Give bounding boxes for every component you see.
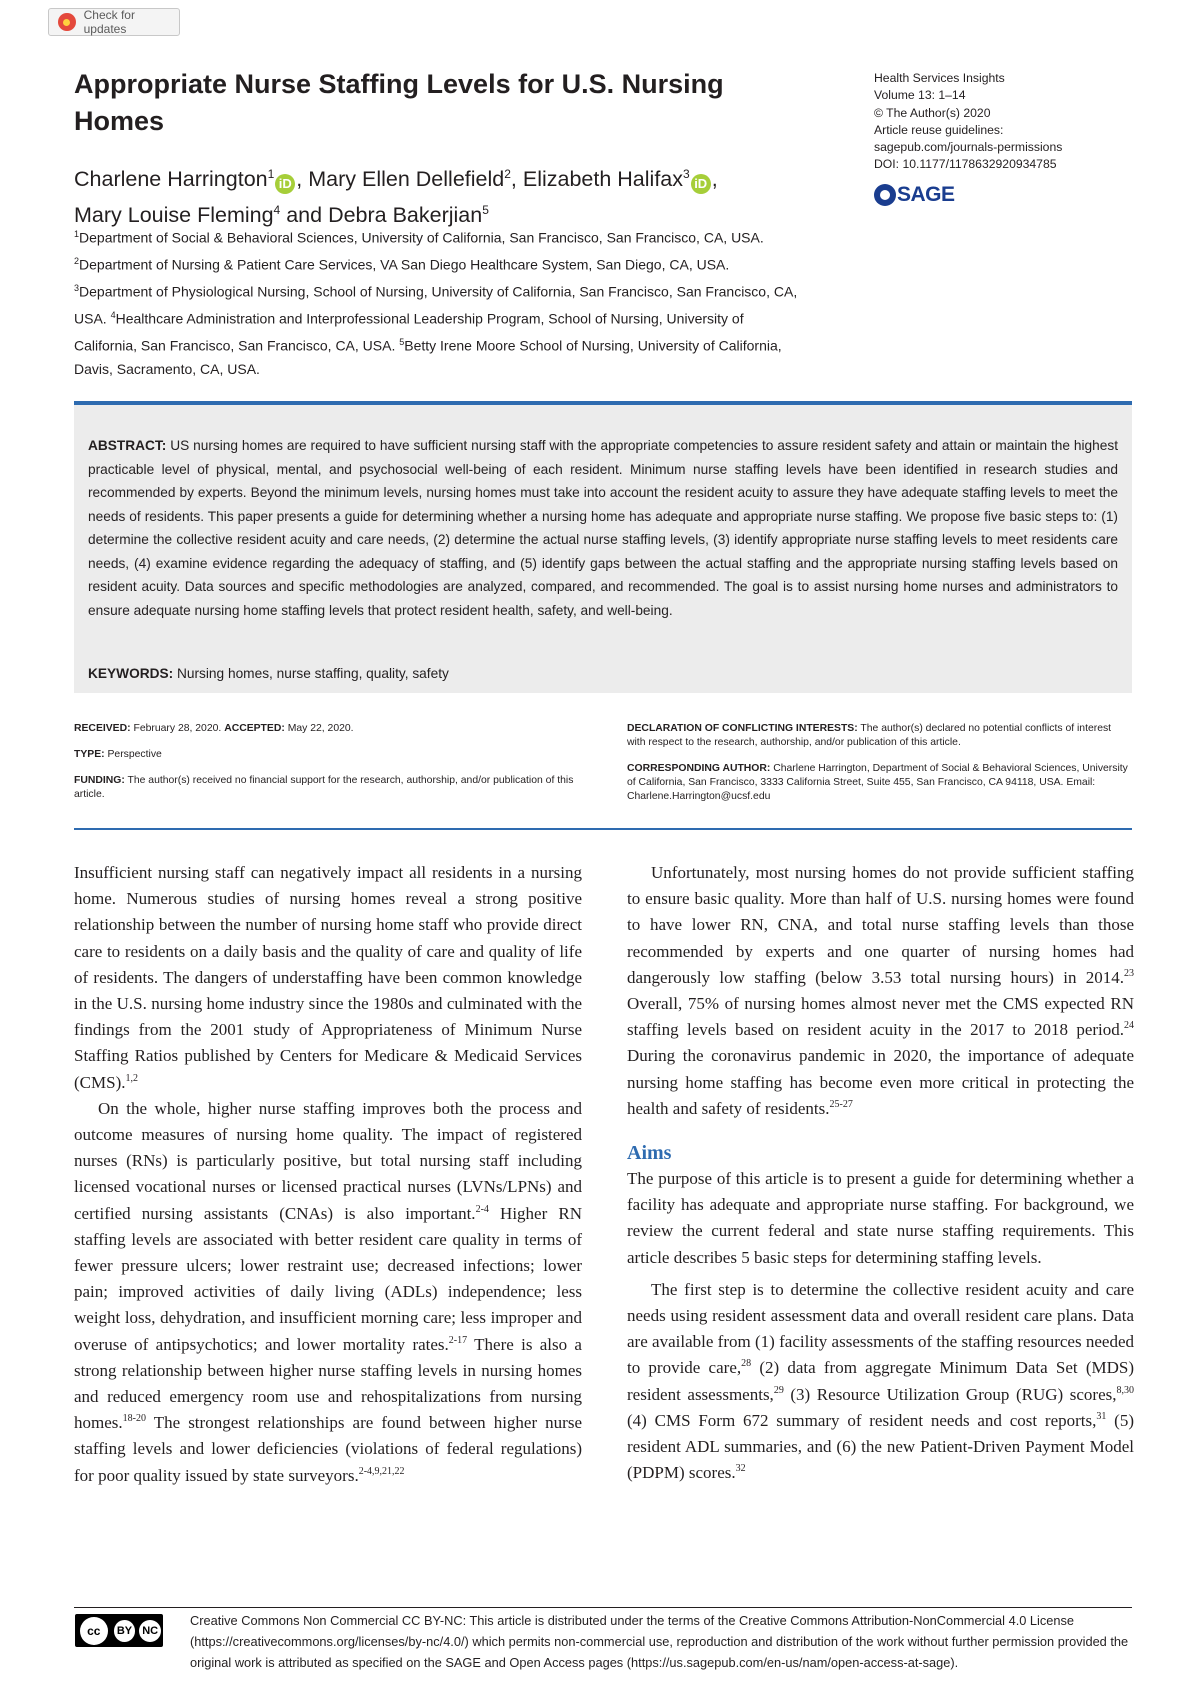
keywords-label: KEYWORDS:: [88, 666, 174, 681]
conflict-label: DECLARATION OF CONFLICTING INTERESTS:: [627, 723, 858, 734]
crossmark-icon: [58, 13, 76, 31]
body-text: (2) data from aggregate Minimum Data Set (MDS) resident assessments,: [627, 1358, 1135, 1404]
body-text: There is also a strong relationship between higher nurse staffing levels in nursing homes and reduced emergency room use and rehospitalizations from nursing homes.: [74, 1334, 582, 1433]
body-text: On the whole, higher nurse staffing improves both the process and outcome measures of nursing home quality. The impact of registered nurses (RNs) is particularly positive, but total nursing staff including licensed vocational nurses or licensed practical nurses (LVNs/LPNs) and certified nursing assistants (CNAs) is also important.: [74, 1098, 582, 1223]
funding-text: The author(s) received no financial support for the research, authorship, and/or publication of this article.: [74, 775, 574, 800]
author-separator: ,: [510, 167, 523, 191]
author-affiliation-number: 1: [267, 167, 275, 181]
citation: 18-20: [122, 1413, 146, 1425]
body-text: (4) CMS Form 672 summary of resident needs and cost reports,: [627, 1410, 1097, 1430]
author-name: Mary Louise Fleming: [74, 203, 274, 227]
body-text: The strongest relationships are found between higher nurse staffing levels and lower deficiencies (violations of federal regulations) for poor quality issued by state surveyors.: [74, 1413, 582, 1485]
keywords-text: Nursing homes, nurse staffing, quality, safety: [176, 666, 449, 681]
body-text: The purpose of this article is to present a guide for determining whether a facility has adequate and appropriate nurse staffing. For background, we review the current federal and state nurse staffing requirements. This article describes 5 basic steps for determining staffing levels.: [627, 1169, 1134, 1267]
citation: 8,30: [1116, 1384, 1134, 1396]
abstract: [88, 434, 1118, 622]
author-affiliation-number: 4: [273, 203, 281, 217]
body-text: (3) Resource Utilization Group (RUG) scores,: [783, 1384, 1117, 1404]
corresponding-text: Charlene Harrington, Department of Social & Behavioral Sciences, University of California, San Francisco, 3333 California Street, Suite 455, San Francisco, CA 94118, USA. Email: Charlene.Harrington@ucsf.edu: [627, 763, 1128, 802]
paragraph: [627, 1166, 1134, 1271]
author-affiliation-number: 2: [504, 167, 511, 181]
paragraph: [627, 860, 1134, 1122]
orcid-icon[interactable]: iD: [275, 174, 295, 194]
article-title: Appropriate Nurse Staffing Levels for U.S. Nursing Homes: [74, 69, 724, 136]
reuse-label: Article reuse guidelines:: [874, 122, 1004, 137]
type-value: Perspective: [107, 749, 162, 760]
author-name: Elizabeth Halifax: [522, 167, 683, 191]
citation: 28: [741, 1358, 752, 1370]
citation: 2-17: [448, 1334, 468, 1346]
body-left-column: [74, 860, 582, 1489]
body-text: Higher RN staffing levels are associated with better resident care quality in terms of fewer pressure ulcers; lower restraint use; decreased infections; lower pain; improved activities of daily living (ADLs) independence; less weight loss, dehydration, and insufficient morning care; less improper and overuse of antipsychotics; and lower mortality rates.: [74, 1203, 582, 1354]
author-affiliation-number: 3: [683, 167, 690, 181]
paragraph: [627, 1277, 1134, 1487]
author-affiliation-number: 5: [482, 203, 489, 217]
affiliation-number: 4: [110, 310, 116, 321]
section-divider: [74, 828, 1132, 830]
noncommercial-icon: NC: [139, 1620, 161, 1642]
body-text: Overall, 75% of nursing homes almost never met the CMS expected RN staffing levels based on resident acuity in the 2017 to 2018 period.: [627, 994, 1134, 1040]
attribution-icon: BY: [114, 1620, 136, 1642]
journal-info: [874, 70, 1174, 174]
body-right-column: [627, 860, 1134, 1486]
check-for-updates-label: Check for updates: [83, 8, 135, 36]
license-text: [74, 1610, 1139, 1673]
citation: 31: [1096, 1410, 1107, 1422]
abstract-text: US nursing homes are required to have sufficient nursing staff with the appropriate competencies to assure resident safety and attain or maintain the highest practicable level of physical, mental, and psychosocial well-being of each resident. Minimum nurse staffing levels have been identified in research studies and recommended by experts. Beyond the minimum levels, nursing homes must take into account the resident acuity to assure they have adequate staffing levels to meet the needs of residents. This paper presents a guide for determining whether a nursing home has adequate and appropriate nurse staffing. We propose five basic steps to: (1) determine the collective resident acuity and care needs, (2) determine the actual nurse staffing levels, (3) identify appropriate nurse staffing levels to meet residents care needs, (4) examine evidence regarding the adequacy of staffing, and (5) identify gaps between the actual staffing and the appropriate nursing staffing levels based on resident acuity. Data sources and specific methodologies are analyzed, compared, and recommended. The goal is to assist nursing home nurses and administrators to ensure adequate nursing home staffing levels that protect resident health, safety, and well-being.: [88, 438, 1118, 618]
affiliation-number: 3: [74, 283, 80, 294]
author-name: Debra Bakerjian: [328, 203, 483, 227]
body-text: During the coronavirus pandemic in 2020, the importance of adequate nursing home staffing has become even more critical in protecting the health and safety of residents.: [627, 1046, 1134, 1118]
abstract-label: ABSTRACT:: [88, 438, 167, 453]
body-text: The first step is to determine the collective resident acuity and care needs using resident assessment data and overall resident care plans. Data are available from (1) facility assessments of the staffing resources needed to provide care,: [627, 1279, 1134, 1378]
author-separator: and: [280, 203, 329, 227]
citation: 1,2: [125, 1072, 138, 1084]
reuse-link[interactable]: sagepub.com/journals-permissions: [874, 140, 1063, 155]
sage-wordmark: SAGE: [897, 183, 955, 206]
paragraph: [74, 860, 582, 1096]
affiliation-text: Department of Social & Behavioral Sciences, University of California, San Francisco, San Francisco, CA, USA.: [79, 229, 764, 246]
author-separator: ,: [296, 167, 309, 191]
author-name: Charlene Harrington: [74, 167, 268, 191]
author-name: Mary Ellen Dellefield: [308, 167, 505, 191]
citation: 2-4: [475, 1203, 489, 1215]
journal-volume: Volume 13: 1–14: [874, 88, 966, 103]
corresponding-label: CORRESPONDING AUTHOR:: [627, 763, 771, 774]
conflict-text: The author(s) declared no potential conflicts of interest with respect to the research, authorship, and/or publication of this article.: [627, 723, 1112, 748]
author-list: [74, 159, 804, 231]
citation: 25-27: [829, 1098, 853, 1110]
paragraph: [74, 1096, 582, 1489]
affiliation-number: 2: [74, 256, 80, 267]
doi[interactable]: DOI: 10.1177/1178632920934785: [874, 157, 1057, 172]
affiliation-number: 5: [399, 337, 405, 348]
citation: 29: [773, 1384, 784, 1396]
conflict-of-interest: [627, 722, 1132, 750]
cc-icon: cc: [80, 1617, 108, 1645]
affiliation-text: Department of Physiological Nursing, School of Nursing, University of California, San Francisco, San Francisco, CA, USA.: [74, 283, 798, 327]
affiliation-text: Department of Nursing & Patient Care Services, VA San Diego Healthcare System, San Diego, CA, USA.: [79, 256, 730, 273]
body-text: (5) resident ADL summaries, and (6) the new Patient-Driven Payment Model (PDPM) scores.: [627, 1410, 1134, 1483]
license-statement: Creative Commons Non Commercial CC BY-NC: This article is distributed under the terms of the Creative Commons Attribution-NonCommercial 4.0 License (https://creativecommons.org/licenses/by-nc/4.0/) which permits non-commercial use, reproduction and distribution of the work without further permission provided the original work is attributed as specified on the SAGE and Open Access pages (https://us.sagepub.com/en-us/nam/open-access-at-sage).: [190, 1613, 1129, 1670]
corresponding-author: [627, 762, 1132, 804]
journal-name: Health Services Insights: [874, 71, 1005, 85]
accepted-date: May 22, 2020.: [287, 723, 354, 734]
citation: 32: [735, 1463, 746, 1475]
type-label: TYPE:: [74, 749, 105, 760]
aims-heading: Aims: [627, 1142, 672, 1165]
affiliation-text: Betty Irene Moore School of Nursing, University of California, Davis, Sacramento, CA, USA.: [74, 337, 782, 378]
funding: [74, 774, 594, 802]
keywords: [88, 664, 1118, 684]
funding-label: FUNDING:: [74, 775, 125, 786]
accepted-label: ACCEPTED:: [224, 723, 285, 734]
received-date: February 28, 2020.: [133, 723, 222, 734]
copyright: © The Author(s) 2020: [874, 105, 991, 120]
body-text: Insufficient nursing staff can negatively impact all residents in a nursing home. Numerous studies of nursing homes reveal a strong positive relationship between the number of nursing home staff who provide direct care to residents on a daily basis and the quality of care and quality of life of residents. The dangers of understaffing have been common knowledge in the U.S. nursing home industry since the 1980s and culminated with the findings from the 2001 study of Appropriateness of Minimum Nurse Staffing Ratios published by Centers for Medicare & Medicaid Services (CMS).: [74, 863, 582, 1092]
citation: 2-4,9,21,22: [358, 1465, 405, 1477]
article-type: [74, 748, 594, 762]
affiliation-number: 1: [74, 229, 80, 239]
sage-eye-icon: [874, 184, 896, 206]
author-separator: ,: [711, 167, 718, 191]
sage-logo: [874, 183, 955, 207]
body-text: Unfortunately, most nursing homes do not provide sufficient staffing to ensure basic quality. More than half of U.S. nursing homes were found to have lower RN, CNA, and total nurse staffing levels than those recommended by experts and one quarter of nursing homes had dangerously low staffing (below 3.53 total nursing hours) in 2014.: [627, 863, 1134, 987]
affiliation-text: Healthcare Administration and Interprofessional Leadership Program, School of Nursing, University of California, San Francisco, San Francisco, CA, USA.: [74, 310, 744, 354]
check-for-updates-button[interactable]: [48, 8, 180, 36]
footer-divider: [74, 1607, 1132, 1608]
received-label: RECEIVED:: [74, 723, 131, 734]
orcid-icon[interactable]: iD: [691, 174, 711, 194]
creative-commons-icon[interactable]: [75, 1614, 163, 1647]
citation: 24: [1124, 1020, 1134, 1032]
citation: 23: [1124, 967, 1134, 979]
dates: [74, 722, 594, 736]
affiliations: [74, 223, 799, 382]
